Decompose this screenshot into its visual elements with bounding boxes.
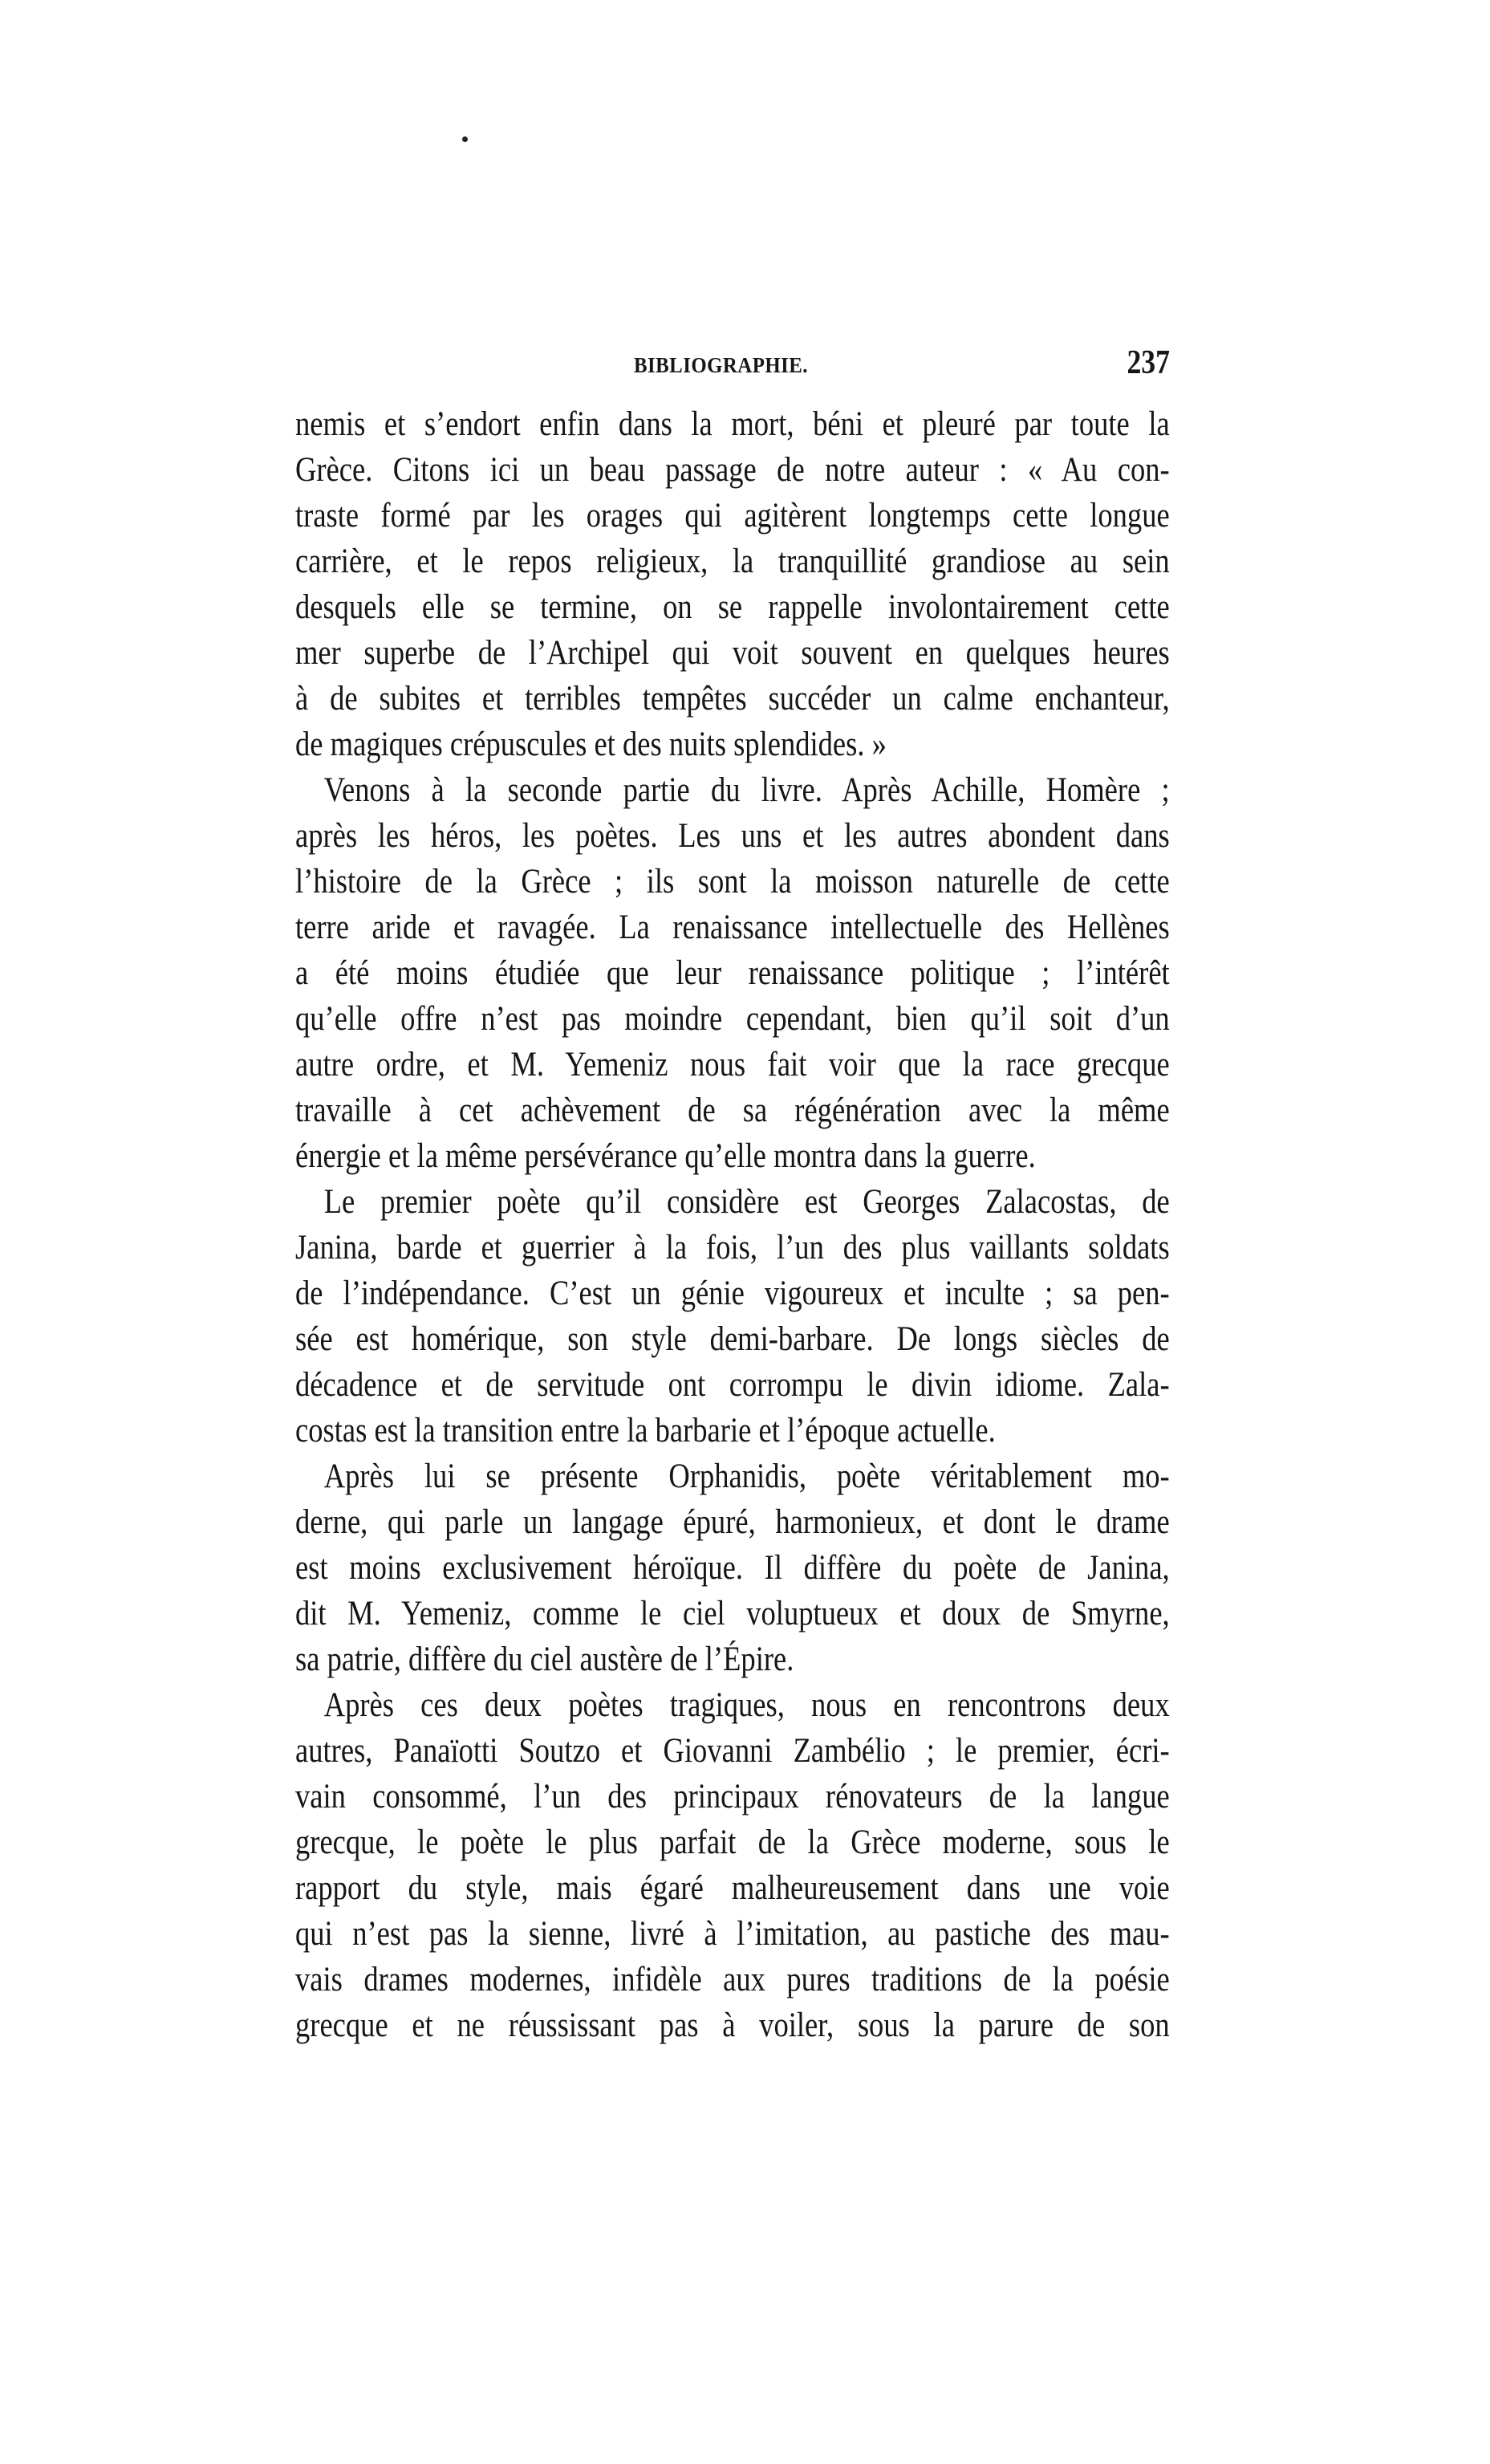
text-line: a été moins étudiée que leur renaissance politique ; l’intérêt xyxy=(295,954,1170,992)
text-line: derne, qui parle un langage épuré, harmonieux, et dont le drame xyxy=(295,1503,1170,1541)
text-line: sée est homérique, son style demi-barbare. De longs siècles de xyxy=(295,1320,1170,1358)
text-line: grecque et ne réussissant pas à voiler, sous la parure de son xyxy=(295,2007,1170,2044)
text-line: Venons à la seconde partie du livre. Après Achille, Homère ; xyxy=(323,771,1170,809)
text-line: autres, Panaïotti Soutzo et Giovanni Zambélio ; le premier, écri- xyxy=(295,1732,1170,1770)
text-line: rapport du style, mais égaré malheureusement dans une voie xyxy=(295,1869,1170,1907)
text-line: décadence et de servitude ont corrompu le divin idiome. Zala- xyxy=(295,1366,1170,1404)
text-line: traste formé par les orages qui agitèrent longtemps cette longue xyxy=(295,497,1170,535)
text-line: autre ordre, et M. Yemeniz nous fait voir que la race grecque xyxy=(295,1046,1170,1084)
text-line: mer superbe de l’Archipel qui voit souvent en quelques heures xyxy=(295,634,1170,672)
text-line: Après lui se présente Orphanidis, poète véritablement mo- xyxy=(323,1458,1170,1495)
paragraph xyxy=(295,767,1324,1179)
text-line: Janina, barde et guerrier à la fois, l’un des plus vaillants soldats xyxy=(295,1229,1170,1267)
paragraph xyxy=(295,1179,1324,1454)
text-line: Après ces deux poètes tragiques, nous en rencontrons deux xyxy=(323,1686,1170,1724)
text-line: est moins exclusivement héroïque. Il diffère du poète de Janina, xyxy=(295,1549,1170,1587)
text-line: Grèce. Citons ici un beau passage de notre auteur : « Au con- xyxy=(295,451,1170,489)
text-line: carrière, et le repos religieux, la tranquillité grandiose au sein xyxy=(295,543,1170,580)
text-line: de l’indépendance. C’est un génie vigoureux et inculte ; sa pen- xyxy=(295,1275,1170,1312)
text-line: vais drames modernes, infidèle aux pures traditions de la poésie xyxy=(295,1961,1170,1998)
text-line: à de subites et terribles tempêtes succéder un calme enchanteur, xyxy=(295,680,1170,718)
text-line: de magiques crépuscules et des nuits splendides. » xyxy=(295,726,887,763)
text-line: travaille à cet achèvement de sa régénération avec la même xyxy=(295,1092,1170,1129)
paragraph xyxy=(295,1682,1324,2048)
text-line: terre aride et ravagée. La renaissance intellectuelle des Hellènes xyxy=(295,909,1170,946)
text-line: énergie et la même persévérance qu’elle montra dans la guerre. xyxy=(295,1137,1036,1175)
text-line: qu’elle offre n’est pas moindre cependant, bien qu’il soit d’un xyxy=(295,1000,1170,1038)
text-line: après les héros, les poètes. Les uns et les autres abondent dans xyxy=(295,817,1170,855)
text-line: l’histoire de la Grèce ; ils sont la moisson naturelle de cette xyxy=(295,863,1170,901)
text-line: desquels elle se termine, on se rappelle involontairement cette xyxy=(295,588,1170,626)
text-line: vain consommé, l’un des principaux rénovateurs de la langue xyxy=(295,1778,1170,1815)
text-line: dit M. Yemeniz, comme le ciel voluptueux et doux de Smyrne, xyxy=(295,1595,1170,1633)
text-line: grecque, le poète le plus parfait de la Grèce moderne, sous le xyxy=(295,1824,1170,1861)
text-line: qui n’est pas la sienne, livré à l’imitation, au pastiche des mau- xyxy=(295,1915,1170,1953)
text-line: Le premier poète qu’il considère est Georges Zalacostas, de xyxy=(323,1183,1170,1221)
paragraph xyxy=(295,1454,1324,1682)
text-line: nemis et s’endort enfin dans la mort, béni et pleuré par toute la xyxy=(295,405,1170,443)
paragraph xyxy=(295,401,1324,767)
text-line: sa patrie, diffère du ciel austère de l’Épire. xyxy=(295,1641,794,1678)
page-number: 237 xyxy=(1127,344,1170,381)
body-text xyxy=(295,401,1324,2048)
running-head: BIBLIOGRAPHIE. xyxy=(634,353,808,377)
text-line: costas est la transition entre la barbarie et l’époque actuelle. xyxy=(295,1412,996,1450)
print-speck xyxy=(462,136,468,142)
